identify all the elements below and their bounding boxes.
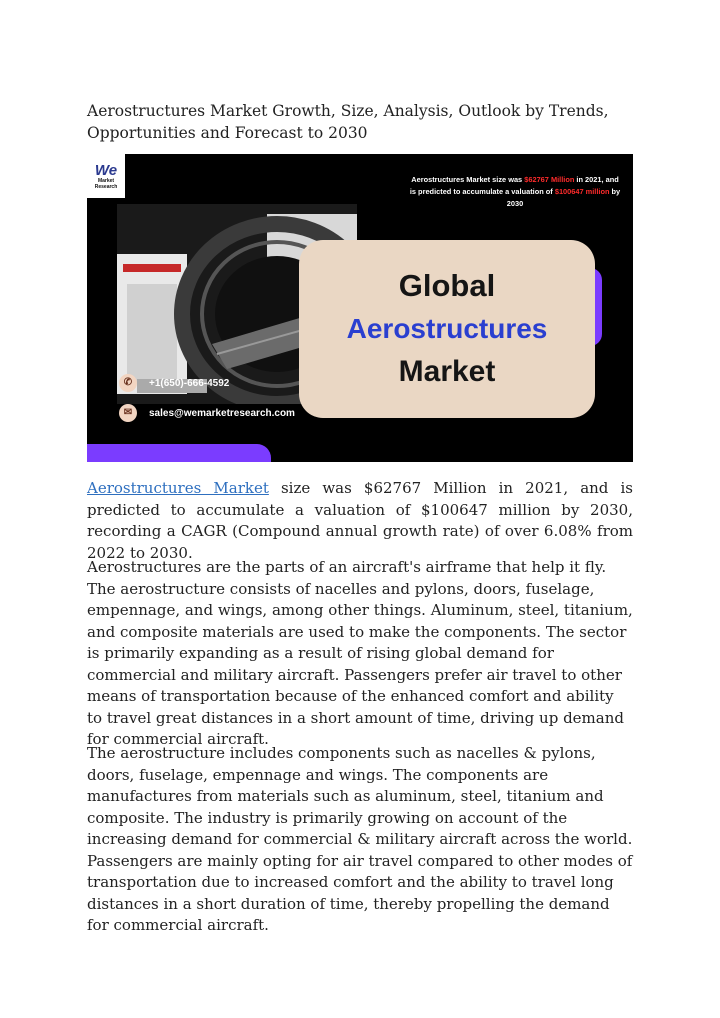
- mail-icon: ✉: [119, 404, 137, 422]
- paragraph-definition: Aerostructures are the parts of an aircraft's airframe that help it fly. The aerostructure consists of nacelles and pylons, doors, fuselage, empennage, and wings, among other things. Aluminum, steel, titanium, and composite materials are used to make the components. The sector is primarily expanding as a result of rising global demand for commercial and military aircraft. Passengers prefer air travel to other means of transportation because of the enhanced comfort and ability to travel great distances in a short amount of time, driving up demand for commercial aircraft.: [87, 558, 633, 748]
- logo-text-line2: Research: [94, 183, 118, 190]
- headline-value-2: $100647 million: [554, 187, 610, 196]
- phone-icon: ✆: [119, 374, 137, 392]
- email-address: sales@wemarketresearch.com: [149, 407, 295, 419]
- banner-headline: [409, 174, 621, 210]
- phone-number: +1(650)-666-4592: [149, 377, 230, 389]
- phone-contact: [119, 374, 229, 392]
- banner-image: [87, 154, 633, 462]
- paragraph-intro-text: size was $62767 Million in 2021, and is predicted to accumulate a valuation of $100647 million by 2030, recording a CAGR (Compound annual growth rate) of over 6.08% from 2022 to 2030.: [87, 479, 633, 562]
- company-logo: [87, 154, 125, 198]
- logo-text-line1: Market: [97, 177, 115, 184]
- card-line-market: Market: [398, 355, 496, 388]
- paragraph-components: The aerostructure includes components such as nacelles & pylons, doors, fuselage, empennage and wings. The components are manufactures from materials such as aluminum, steel, titanium and composite. The industry is primarily growing on account of the increasing demand for commercial & military aircraft across the world. Passengers are mainly opting for air travel compared to other modes of transportation due to increased comfort and the ability to travel long distances in a short duration of time, thereby propelling the demand for commercial aircraft.: [87, 744, 633, 934]
- headline-value-1: $62767 Million: [524, 175, 575, 184]
- market-title-card: [299, 240, 595, 418]
- card-line-global: Global: [398, 268, 496, 303]
- decorative-purple-bar: [87, 444, 271, 462]
- headline-text-2: in 2021, and is predicted to accumulate a valuation of: [409, 175, 619, 196]
- paragraph-intro: [87, 478, 633, 564]
- document-title: Aerostructures Market Growth, Size, Analysis, Outlook by Trends, Opportunities and Forecast to 2030: [87, 102, 609, 142]
- logo-mark: We: [94, 161, 118, 179]
- email-contact: [119, 404, 295, 422]
- headline-text-1: Aerostructures Market size was: [411, 175, 525, 184]
- card-line-aerostructures: Aerostructures: [346, 313, 548, 344]
- headline-text-3: by 2030: [506, 187, 621, 208]
- aerostructures-market-link[interactable]: Aerostructures Market: [87, 479, 269, 497]
